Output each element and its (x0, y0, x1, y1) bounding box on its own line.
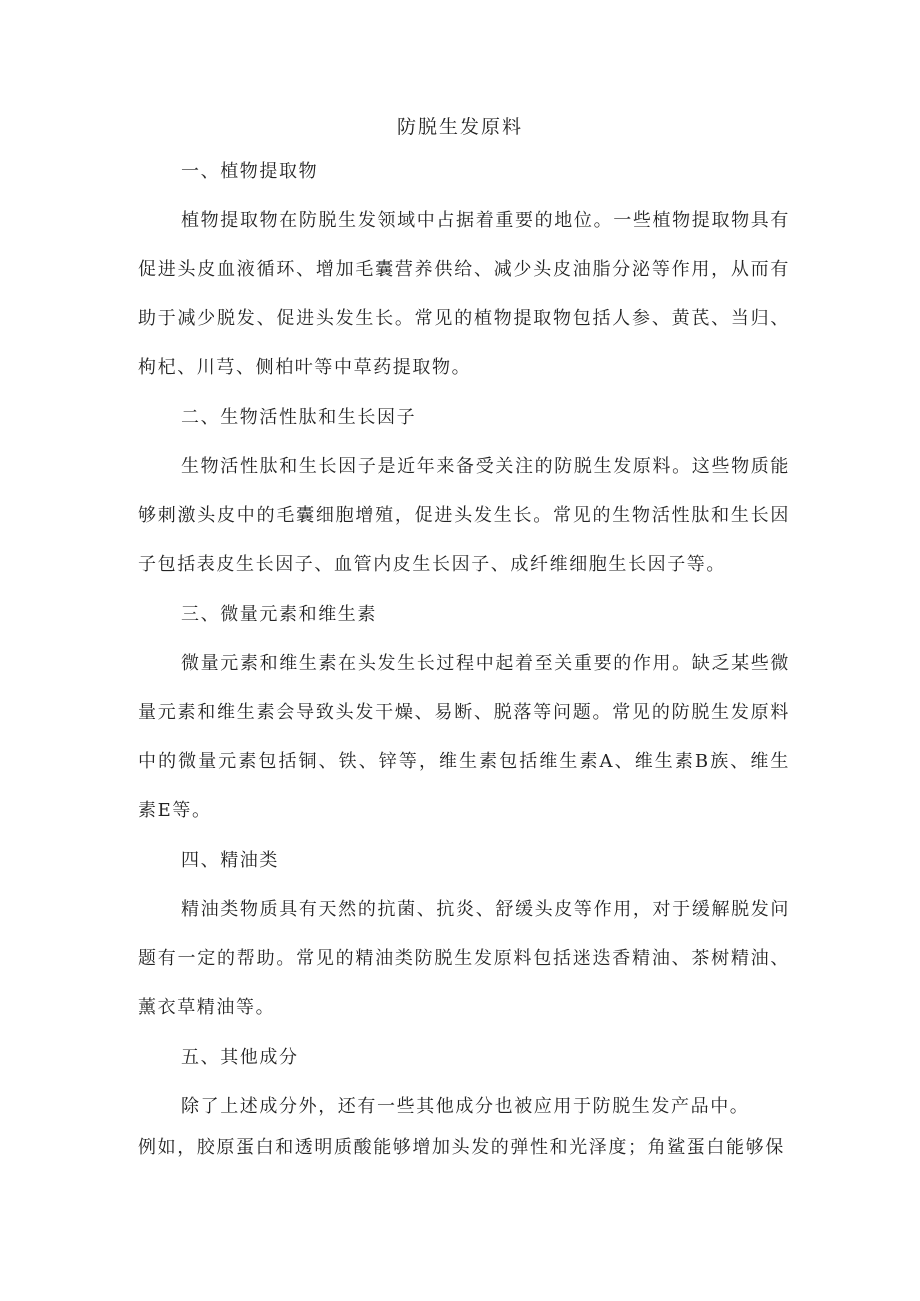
section-plant-extracts (138, 156, 790, 392)
section-heading: 三、微量元素和维生素 (181, 604, 377, 625)
section-heading: 四、精油类 (181, 850, 279, 871)
section-paragraph: 植物提取物在防脱生发领域中占据着重要的地位。一些植物提取物具有促进头皮血液循环、增加毛囊营养供给、减少头皮油脂分泌等作用，从而有助于减少脱发、促进头发生长。常见的植物提取物包括人参、黄芪、当归、枸杞、川芎、侧柏叶等中草药提取物。 (138, 210, 790, 378)
section-heading: 二、生物活性肽和生长因子 (181, 407, 417, 428)
document-body (138, 156, 790, 1182)
section-heading: 一、植物提取物 (181, 161, 319, 182)
section-paragraph: 微量元素和维生素在头发生长过程中起着至关重要的作用。缺乏某些微量元素和维生素会导致头发干燥、易断、脱落等问题。常见的防脱生发原料中的微量元素包括铜、铁、锌等，维生素包括维生素A、维生素B族、维生素E等。 (138, 653, 790, 821)
section-heading: 五、其他成分 (181, 1047, 299, 1068)
section-bioactive-peptides (138, 402, 790, 589)
section-trace-elements-vitamins (138, 599, 790, 835)
section-paragraph: 除了上述成分外，还有一些其他成分也被应用于防脱生发产品中。 (181, 1096, 750, 1117)
section-paragraph: 精油类物质具有天然的抗菌、抗炎、舒缓头皮等作用，对于缓解脱发问题有一定的帮助。常见的精油类防脱生发原料包括迷迭香精油、茶树精油、薰衣草精油等。 (138, 899, 790, 1018)
section-essential-oils (138, 845, 790, 1032)
section-other-ingredients (138, 1042, 790, 1172)
section-paragraph-continued: 例如，胶原蛋白和透明质酸能够增加头发的弹性和光泽度；角鲨蛋白能够保 (138, 1137, 785, 1158)
document-title: 防脱生发原料 (396, 116, 523, 138)
section-paragraph: 生物活性肽和生长因子是近年来备受关注的防脱生发原料。这些物质能够刺激头皮中的毛囊细胞增殖，促进头发生长。常见的生物活性肽和生长因子包括表皮生长因子、血管内皮生长因子、成纤维细胞生长因子等。 (138, 456, 790, 575)
